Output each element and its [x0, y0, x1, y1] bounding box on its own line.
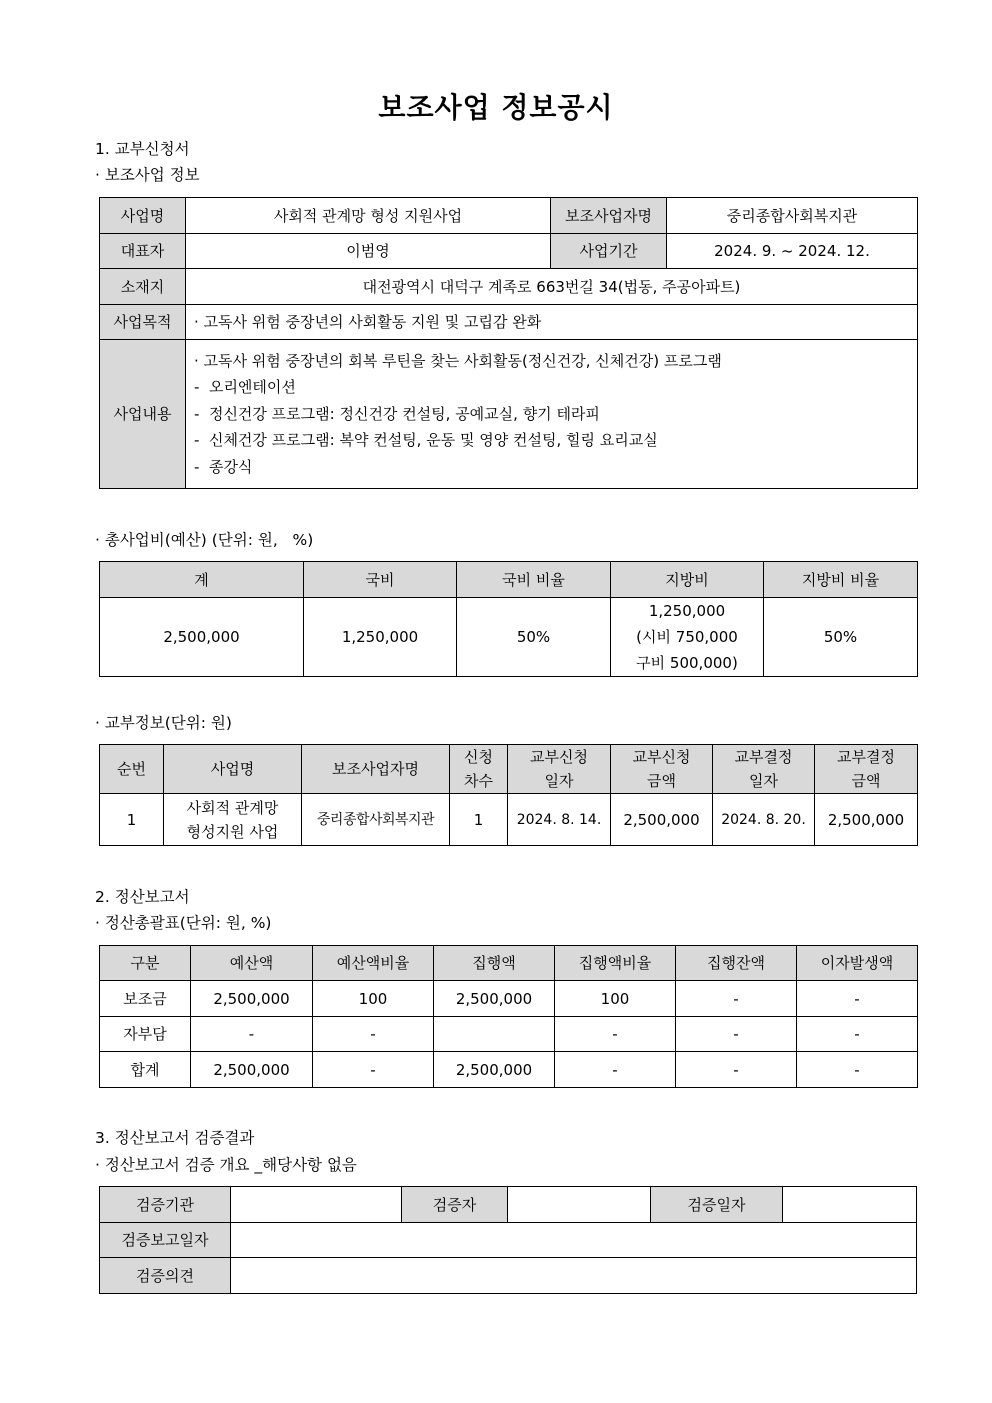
settlement-cell: 100: [555, 981, 676, 1017]
table-row: [100, 1017, 918, 1052]
label-content: 사업내용: [100, 340, 186, 489]
settlement-cell: 2,500,000: [191, 981, 313, 1017]
section2-heading: 2. 정산보고서: [95, 888, 190, 906]
grant-header-line: 교부결정: [837, 748, 895, 766]
grant-header: [815, 745, 918, 794]
section3-heading: 3. 정산보고서 검증결과: [95, 1129, 255, 1147]
value-verification-org: [231, 1187, 402, 1223]
grant-header: [508, 745, 611, 794]
project-info-table: [99, 197, 918, 489]
label-verification-org: 검증기관: [100, 1187, 231, 1223]
label-operator: 보조사업자명: [551, 198, 667, 234]
settlement-table: [99, 945, 918, 1088]
label-verifier: 검증자: [402, 1187, 508, 1223]
budget-header: 계: [100, 562, 304, 598]
content-line: - 신체건강 프로그램: 복약 컨설팅, 운동 및 영양 컨설팅, 힐링 요리교실: [194, 431, 658, 450]
value-verification-date: [783, 1187, 917, 1223]
budget-header: 지방비: [611, 562, 764, 598]
content-line: - 종강식: [194, 457, 253, 476]
grant-caption: · 교부정보(단위: 원): [95, 714, 232, 732]
grant-project-name-line: 사회적 관계망: [186, 798, 279, 817]
label-purpose: 사업목적: [100, 305, 186, 340]
grant-operator: 중리종합사회복지관: [302, 794, 450, 846]
grant-project-name: [164, 794, 302, 846]
settlement-cell: -: [555, 1052, 676, 1088]
settlement-cell: -: [676, 1017, 797, 1052]
section1-subheading: · 보조사업 정보: [95, 166, 200, 184]
grant-header: [164, 745, 302, 794]
budget-local: [611, 598, 764, 677]
settlement-cell: 2,500,000: [434, 981, 555, 1017]
settlement-cell: 2,500,000: [434, 1052, 555, 1088]
label-verification-date: 검증일자: [651, 1187, 783, 1223]
label-address: 소재지: [100, 269, 186, 305]
settlement-cell: 보조금: [100, 981, 191, 1017]
verification-table: [99, 1186, 917, 1294]
grant-header: [302, 745, 450, 794]
table-row: [100, 1052, 918, 1088]
budget-header: 국비 비율: [457, 562, 611, 598]
grant-apply-date: 2024. 8. 14.: [508, 794, 611, 846]
budget-local-line: (시비 750,000: [636, 628, 738, 646]
budget-local-line: 1,250,000: [648, 602, 726, 620]
settlement-cell: -: [676, 981, 797, 1017]
value-representative: 이범영: [186, 234, 551, 269]
grant-header-line: 일자: [749, 772, 778, 790]
grant-header-line: 교부신청: [632, 748, 691, 766]
settlement-cell: 합계: [100, 1052, 191, 1088]
grant-project-name-line: 형성지원 사업: [186, 822, 279, 841]
section1-heading: 1. 교부신청서: [95, 140, 190, 158]
settlement-cell: -: [797, 981, 918, 1017]
grant-table: [99, 744, 918, 846]
label-period: 사업기간: [551, 234, 667, 269]
grant-header-line: 순번: [117, 760, 146, 778]
budget-national-ratio: 50%: [457, 598, 611, 677]
grant-header: [611, 745, 713, 794]
value-purpose: · 고독사 위험 중장년의 사회활동 지원 및 고립감 완화: [186, 305, 918, 340]
settlement-cell: -: [797, 1017, 918, 1052]
content-line: - 정신건강 프로그램: 정신건강 컨설팅, 공예교실, 향기 테라피: [194, 404, 600, 423]
value-verifier: [508, 1187, 651, 1223]
budget-header: 국비: [304, 562, 457, 598]
grant-header-line: 일자: [544, 772, 574, 790]
section3-subheading: · 정산보고서 검증 개요 _해당사항 없음: [95, 1156, 357, 1174]
grant-header-line: 신청: [464, 748, 493, 766]
settlement-header: 예산액: [191, 946, 313, 981]
settlement-header: 집행액비율: [555, 946, 676, 981]
budget-local-line: 구비 500,000): [636, 654, 738, 672]
grant-decision-date: 2024. 8. 20.: [713, 794, 815, 846]
grant-header-line: 차수: [464, 772, 493, 790]
grant-decision-amount: 2,500,000: [815, 794, 918, 846]
settlement-cell: -: [191, 1017, 313, 1052]
value-operator: 중리종합사회복지관: [667, 198, 918, 234]
settlement-cell: -: [797, 1052, 918, 1088]
grant-header: [100, 745, 164, 794]
budget-table: [99, 561, 918, 677]
settlement-cell: -: [555, 1017, 676, 1052]
page-title: 보조사업 정보공시: [378, 91, 614, 124]
content-line: - 오리엔테이션: [194, 378, 296, 397]
section2-subheading: · 정산총괄표(단위: 원, %): [95, 914, 272, 932]
budget-header: 지방비 비율: [764, 562, 918, 598]
value-content: [186, 340, 918, 489]
grant-round: 1: [450, 794, 508, 846]
grant-header-line: 교부결정: [734, 748, 793, 766]
grant-header-line: 보조사업자명: [332, 760, 419, 778]
settlement-header: 이자발생액: [797, 946, 918, 981]
grant-header-line: 사업명: [210, 760, 255, 778]
settlement-cell: -: [676, 1052, 797, 1088]
settlement-header: 집행액: [434, 946, 555, 981]
settlement-cell: [434, 1017, 555, 1052]
grant-header: [450, 745, 508, 794]
grant-header-line: 금액: [851, 772, 881, 790]
budget-local-ratio: 50%: [764, 598, 918, 677]
settlement-cell: -: [313, 1052, 434, 1088]
settlement-header: 구분: [100, 946, 191, 981]
value-verification-report-date: [231, 1223, 917, 1258]
settlement-header: 예산액비율: [313, 946, 434, 981]
budget-caption: · 총사업비(예산) (단위: 원, %): [95, 531, 314, 549]
label-representative: 대표자: [100, 234, 186, 269]
budget-total: 2,500,000: [100, 598, 304, 677]
grant-header-line: 금액: [647, 772, 676, 790]
settlement-cell: 100: [313, 981, 434, 1017]
content-line: · 고독사 위험 중장년의 회복 루틴을 찾는 사회활동(정신건강, 신체건강) 프로그램: [194, 351, 722, 370]
label-project-name: 사업명: [100, 198, 186, 234]
label-verification-opinion: 검증의견: [100, 1258, 231, 1294]
settlement-cell: -: [313, 1017, 434, 1052]
settlement-cell: 자부담: [100, 1017, 191, 1052]
grant-no: 1: [100, 794, 164, 846]
grant-apply-amount: 2,500,000: [611, 794, 713, 846]
settlement-cell: 2,500,000: [191, 1052, 313, 1088]
label-verification-report-date: 검증보고일자: [100, 1223, 231, 1258]
settlement-header: 집행잔액: [676, 946, 797, 981]
budget-national: 1,250,000: [304, 598, 457, 677]
grant-header: [713, 745, 815, 794]
value-project-name: 사회적 관계망 형성 지원사업: [186, 198, 551, 234]
value-period: 2024. 9. ~ 2024. 12.: [667, 234, 918, 269]
table-row: [100, 981, 918, 1017]
value-verification-opinion: [231, 1258, 917, 1294]
grant-header-line: 교부신청: [530, 748, 588, 766]
value-address: 대전광역시 대덕구 계족로 663번길 34(법동, 주공아파트): [186, 269, 918, 305]
